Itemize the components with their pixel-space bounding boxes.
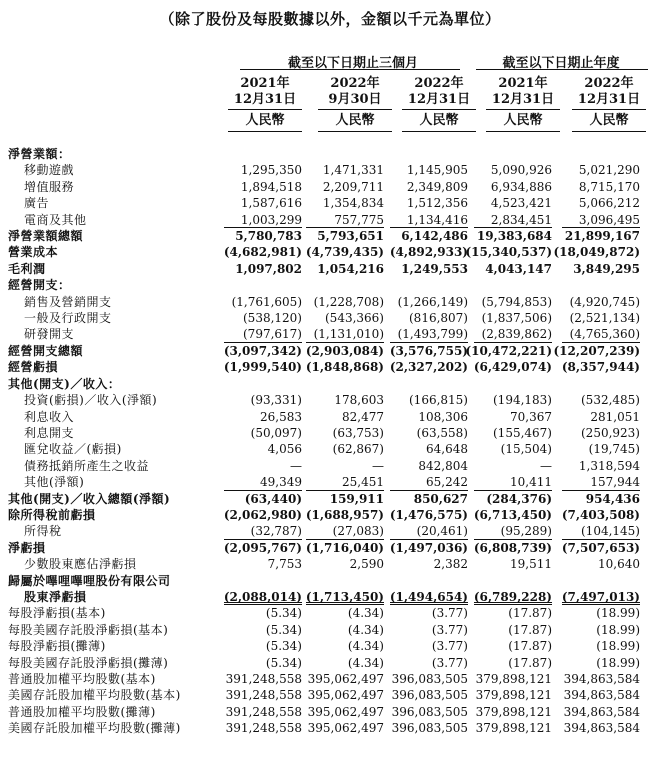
- row-value: (19,745): [588, 442, 640, 457]
- row-value: (10,472,221): [465, 343, 552, 358]
- row-label: 每股淨虧損(攤薄): [8, 639, 106, 654]
- row-value: (27,083): [332, 524, 384, 539]
- row-label: 美國存託股加權平均股數(攤薄): [8, 721, 181, 736]
- row-value: (2,095,767): [223, 540, 302, 555]
- table-row: [8, 605, 648, 621]
- row-value: (4,765,360): [569, 327, 640, 342]
- row-value: 25,451: [342, 475, 384, 490]
- row-value: 395,062,497: [307, 704, 384, 719]
- row-value: 1,097,802: [235, 261, 302, 276]
- row-value: 1,318,594: [578, 458, 640, 473]
- row-value: 2,834,451: [490, 212, 552, 227]
- row-label: 電商及其他: [24, 212, 87, 227]
- row-value: 379,898,121: [475, 672, 552, 686]
- row-value: (1,761,605): [231, 294, 302, 309]
- row-value: (5.34): [265, 655, 302, 670]
- row-value: 82,477: [342, 409, 384, 424]
- row-value: (5.34): [265, 606, 302, 621]
- row-value: (2,327,202): [389, 360, 468, 375]
- row-value: (32,787): [250, 524, 302, 539]
- row-label: 增值服務: [24, 179, 75, 194]
- row-value: 178,603: [334, 393, 384, 408]
- row-label: 其他(淨額): [24, 475, 85, 490]
- row-value: (3.77): [431, 622, 468, 637]
- row-value: 2,209,711: [322, 179, 384, 194]
- row-value: (6,808,739): [473, 540, 552, 555]
- row-value: 954,436: [585, 491, 640, 506]
- row-label: 廣告: [24, 196, 50, 211]
- row-value: 1,249,553: [401, 261, 468, 276]
- row-value: (1,999,540): [223, 360, 302, 375]
- row-value: 2,349,809: [406, 179, 468, 194]
- row-value: (63,753): [332, 425, 384, 440]
- row-label: 普通股加權平均股數(基本): [8, 672, 156, 686]
- row-label: 淨營業額總額: [8, 229, 84, 244]
- row-value: 3,849,295: [573, 261, 640, 276]
- row-value: 108,306: [418, 409, 468, 424]
- row-value: (1,716,040): [305, 540, 384, 555]
- row-label: 淨營業額：: [8, 147, 71, 161]
- row-value: —: [290, 458, 302, 473]
- row-value: (3.77): [431, 606, 468, 621]
- row-value: (12,207,239): [553, 343, 640, 358]
- table-row: [8, 491, 648, 507]
- row-value: (1,848,868): [305, 360, 384, 375]
- column-currency: 人民幣: [402, 113, 476, 132]
- row-value: (1,688,957): [305, 507, 384, 522]
- table-row: [8, 704, 648, 720]
- group-header-full-year: 截至以下日期止年度: [502, 56, 620, 71]
- row-value: 1,295,350: [240, 163, 302, 178]
- row-label: 少數股東應佔淨虧損: [24, 557, 137, 572]
- column-date: 12月31日: [402, 92, 476, 110]
- row-value: (5,794,853): [481, 294, 552, 309]
- row-value: (93,331): [250, 393, 302, 408]
- row-value: 65,242: [426, 475, 468, 490]
- row-value: (4.34): [347, 639, 384, 654]
- row-label: 每股美國存託股淨虧損(攤薄): [8, 655, 169, 670]
- column-year: 2021年: [240, 76, 290, 91]
- column-currency: 人民幣: [228, 113, 302, 132]
- group-rule-full-year: [476, 69, 648, 70]
- row-value: (3.77): [431, 655, 468, 670]
- row-value: 394,863,584: [563, 688, 640, 703]
- row-value: (816,807): [409, 311, 468, 326]
- row-value: (155,467): [493, 425, 552, 440]
- row-value: (63,558): [416, 425, 468, 440]
- row-value: (17.87): [508, 639, 552, 654]
- row-value: (1,266,149): [397, 294, 468, 309]
- row-value: (6,429,074): [473, 360, 552, 375]
- row-value: 1,354,834: [322, 196, 384, 211]
- row-label: 其他(開支)／收入：: [8, 376, 121, 391]
- row-value: 4,523,421: [490, 196, 552, 211]
- row-value: 5,780,783: [235, 229, 302, 244]
- row-value: 5,090,926: [490, 163, 552, 178]
- row-label: 移動遊戲: [24, 163, 75, 178]
- table-row: [8, 195, 648, 211]
- row-value: 2,590: [349, 557, 384, 572]
- row-label: 利息收入: [24, 409, 75, 424]
- table-caption: （除了股份及每股數據以外，金額以千元為單位）: [159, 10, 501, 28]
- row-value: (797,617): [243, 327, 302, 342]
- row-label: 經營開支：: [8, 278, 71, 293]
- row-value: (4.34): [347, 606, 384, 621]
- row-value: (250,923): [581, 425, 640, 440]
- row-value: (6,789,228): [473, 589, 552, 604]
- row-value: (1,476,575): [389, 507, 468, 522]
- row-label: 每股美國存託股淨虧損(基本): [8, 622, 169, 637]
- row-value: (3,097,342): [223, 343, 302, 358]
- row-value: (63,440): [244, 491, 302, 506]
- row-value: (538,120): [243, 311, 302, 326]
- table-row: [8, 622, 648, 638]
- table-row: [8, 294, 648, 310]
- row-value: (5.34): [265, 622, 302, 637]
- table-row: [8, 392, 648, 408]
- row-value: 10,411: [510, 475, 552, 490]
- column-date: 9月30日: [318, 92, 392, 110]
- row-value: (543,366): [325, 311, 384, 326]
- row-value: (284,376): [486, 491, 552, 506]
- row-value: 395,062,497: [307, 688, 384, 703]
- table-row: [8, 655, 648, 671]
- row-value: 379,898,121: [475, 704, 552, 719]
- row-value: 850,627: [413, 491, 468, 506]
- column-header-2: [402, 76, 476, 132]
- row-label: 美國存託股加權平均股數(基本): [8, 688, 181, 703]
- row-value: 64,648: [426, 442, 468, 457]
- row-label: 經營開支總額: [8, 343, 84, 358]
- row-value: 5,793,651: [317, 229, 384, 244]
- row-label: 投資(虧損)／收入(淨額): [24, 393, 158, 408]
- table-row: [8, 277, 648, 293]
- row-value: 159,911: [329, 491, 384, 506]
- row-value: (2,521,134): [569, 311, 640, 326]
- table-row: [8, 441, 648, 457]
- row-value: (95,289): [500, 524, 552, 539]
- row-value: (1,493,799): [397, 327, 468, 342]
- row-value: 395,062,497: [307, 721, 384, 736]
- table-row: [8, 507, 648, 523]
- row-value: (15,504): [500, 442, 552, 457]
- row-value: (50,097): [250, 425, 302, 440]
- row-value: (5.34): [265, 639, 302, 654]
- row-value: 49,349: [260, 475, 302, 490]
- row-value: (1,837,506): [481, 311, 552, 326]
- row-label: 歸屬於嗶哩嗶哩股份有限公司: [8, 573, 171, 588]
- row-value: (18.99): [596, 639, 640, 654]
- table-row: [8, 359, 648, 375]
- row-value: (1,228,708): [313, 294, 384, 309]
- row-value: (1,131,010): [313, 327, 384, 342]
- row-value: (3.77): [431, 639, 468, 654]
- income-statement-table: [8, 146, 648, 737]
- row-label: 所得稅: [24, 524, 62, 539]
- row-label: 營業成本: [8, 245, 59, 260]
- column-year: 2022年: [584, 76, 634, 91]
- table-row: [8, 687, 648, 703]
- table-row: [8, 573, 648, 589]
- row-value: 394,863,584: [563, 721, 640, 736]
- column-year: 2021年: [498, 76, 548, 91]
- row-value: 6,934,886: [490, 179, 552, 194]
- row-value: (104,145): [581, 524, 640, 539]
- row-value: (4.34): [347, 622, 384, 637]
- row-value: 396,083,505: [391, 721, 468, 736]
- row-value: 391,248,558: [225, 688, 302, 703]
- row-value: 281,051: [590, 409, 640, 424]
- row-value: (2,088,014): [223, 589, 302, 604]
- row-value: 4,043,147: [485, 261, 552, 276]
- row-value: 394,863,584: [563, 704, 640, 719]
- row-value: (1,494,654): [389, 589, 468, 604]
- row-value: 6,142,486: [401, 229, 468, 244]
- table-row: [8, 179, 648, 195]
- row-value: 396,083,505: [391, 672, 468, 686]
- row-value: 5,021,290: [578, 163, 640, 178]
- row-value: (17.87): [508, 622, 552, 637]
- row-label: 利息開支: [24, 425, 75, 440]
- row-label: 研發開支: [24, 327, 75, 342]
- row-value: 26,583: [260, 409, 302, 424]
- row-label: 債務抵銷所產生之收益: [24, 458, 150, 473]
- table-row: [8, 720, 648, 736]
- row-value: 1,145,905: [406, 163, 468, 178]
- row-value: (8,357,944): [561, 360, 640, 375]
- column-currency: 人民幣: [486, 113, 560, 132]
- row-value: (7,497,013): [561, 589, 640, 604]
- group-header-three-months: 截至以下日期止三個月: [287, 56, 418, 71]
- row-value: 21,899,167: [564, 229, 640, 244]
- row-value: 391,248,558: [225, 704, 302, 719]
- row-value: 1,894,518: [240, 179, 302, 194]
- group-rule-three-months: [240, 69, 460, 70]
- row-value: 396,083,505: [391, 704, 468, 719]
- row-value: 19,511: [510, 557, 552, 572]
- row-value: (20,461): [416, 524, 468, 539]
- row-label: 匯兌收益／(虧損): [24, 442, 122, 457]
- row-value: (1,497,036): [389, 540, 468, 555]
- row-value: (532,485): [581, 393, 640, 408]
- table-row: [8, 326, 648, 342]
- row-value: 1,003,299: [240, 212, 302, 227]
- column-date: 12月31日: [572, 92, 646, 110]
- row-value: (18.99): [596, 655, 640, 670]
- row-value: (18,049,872): [553, 245, 640, 260]
- row-label: 其他(開支)／收入總額(淨額): [8, 491, 171, 506]
- row-value: 379,898,121: [475, 721, 552, 736]
- row-value: 1,054,216: [317, 261, 384, 276]
- table-row: [8, 261, 648, 277]
- table-row: [8, 244, 648, 260]
- row-value: (2,839,862): [481, 327, 552, 342]
- row-value: (15,340,537): [465, 245, 552, 260]
- row-value: 379,898,121: [475, 688, 552, 703]
- row-label: 一般及行政開支: [24, 311, 112, 326]
- row-value: 757,775: [334, 212, 384, 227]
- column-header-3: [486, 76, 560, 132]
- row-value: (3,576,755): [389, 343, 468, 358]
- row-label: 銷售及營銷開支: [24, 294, 112, 309]
- row-value: (2,062,980): [223, 507, 302, 522]
- column-header-1: [318, 76, 392, 132]
- row-value: (4.34): [347, 655, 384, 670]
- table-row: [8, 638, 648, 654]
- table-row: [8, 162, 648, 178]
- row-value: (7,507,653): [561, 540, 640, 555]
- row-value: (4,892,933): [389, 245, 468, 260]
- row-value: (194,183): [493, 393, 552, 408]
- table-row: [8, 556, 648, 572]
- row-value: (6,713,450): [473, 507, 552, 522]
- column-year: 2022年: [330, 76, 380, 91]
- row-value: 1,134,416: [406, 212, 468, 227]
- row-value: 19,383,684: [476, 229, 552, 244]
- table-row: [8, 523, 648, 539]
- row-value: 2,382: [433, 557, 468, 572]
- row-value: 1,587,616: [240, 196, 302, 211]
- row-value: 394,863,584: [563, 672, 640, 686]
- row-value: (1,713,450): [305, 589, 384, 604]
- column-header-0: [228, 76, 302, 132]
- table-row: [8, 540, 648, 556]
- row-value: 8,715,170: [578, 179, 640, 194]
- row-label: 經營虧損: [8, 360, 59, 375]
- column-year: 2022年: [414, 76, 464, 91]
- row-value: (4,682,981): [223, 245, 302, 260]
- row-value: (18.99): [596, 622, 640, 637]
- table-row: [8, 146, 648, 162]
- row-label: 除所得稅前虧損: [8, 507, 96, 522]
- row-value: 7,753: [267, 557, 302, 572]
- row-value: 70,367: [510, 409, 552, 424]
- row-value: —: [540, 458, 552, 473]
- row-value: (17.87): [508, 606, 552, 621]
- row-value: 396,083,505: [391, 688, 468, 703]
- column-header-4: [572, 76, 646, 132]
- table-row: [8, 425, 648, 441]
- table-row: [8, 671, 648, 687]
- row-value: 3,096,495: [578, 212, 640, 227]
- row-label: 毛利潤: [8, 261, 46, 276]
- row-value: (4,739,435): [305, 245, 384, 260]
- row-value: (166,815): [409, 393, 468, 408]
- row-value: 1,512,356: [406, 196, 468, 211]
- row-value: (7,403,508): [561, 507, 640, 522]
- table-row: [8, 343, 648, 359]
- table-row: [8, 228, 648, 244]
- row-value: —: [372, 458, 384, 473]
- row-value: 391,248,558: [225, 721, 302, 736]
- row-label: 淨虧損: [8, 540, 46, 555]
- row-value: 10,640: [598, 557, 640, 572]
- table-row: [8, 310, 648, 326]
- column-date: 12月31日: [486, 92, 560, 110]
- column-currency: 人民幣: [318, 113, 392, 132]
- row-label: 普通股加權平均股數(攤薄): [8, 704, 156, 719]
- column-currency: 人民幣: [572, 113, 646, 132]
- table-row: [8, 376, 648, 392]
- row-label: 每股淨虧損(基本): [8, 606, 106, 621]
- table-row: [8, 409, 648, 425]
- row-value: 391,248,558: [225, 672, 302, 686]
- row-value: (2,903,084): [305, 343, 384, 358]
- column-date: 12月31日: [228, 92, 302, 110]
- row-value: (18.99): [596, 606, 640, 621]
- table-row: [8, 474, 648, 490]
- row-value: 157,944: [590, 475, 640, 490]
- row-value: (62,867): [332, 442, 384, 457]
- table-row: [8, 589, 648, 605]
- row-value: (4,920,745): [569, 294, 640, 309]
- row-value: 5,066,212: [578, 196, 640, 211]
- table-row: [8, 458, 648, 474]
- row-value: (17.87): [508, 655, 552, 670]
- row-value: 1,471,331: [322, 163, 384, 178]
- row-value: 842,804: [418, 458, 468, 473]
- table-row: [8, 212, 648, 228]
- row-value: 4,056: [267, 442, 302, 457]
- row-value: 395,062,497: [307, 672, 384, 686]
- row-label: 股東淨虧損: [24, 589, 87, 604]
